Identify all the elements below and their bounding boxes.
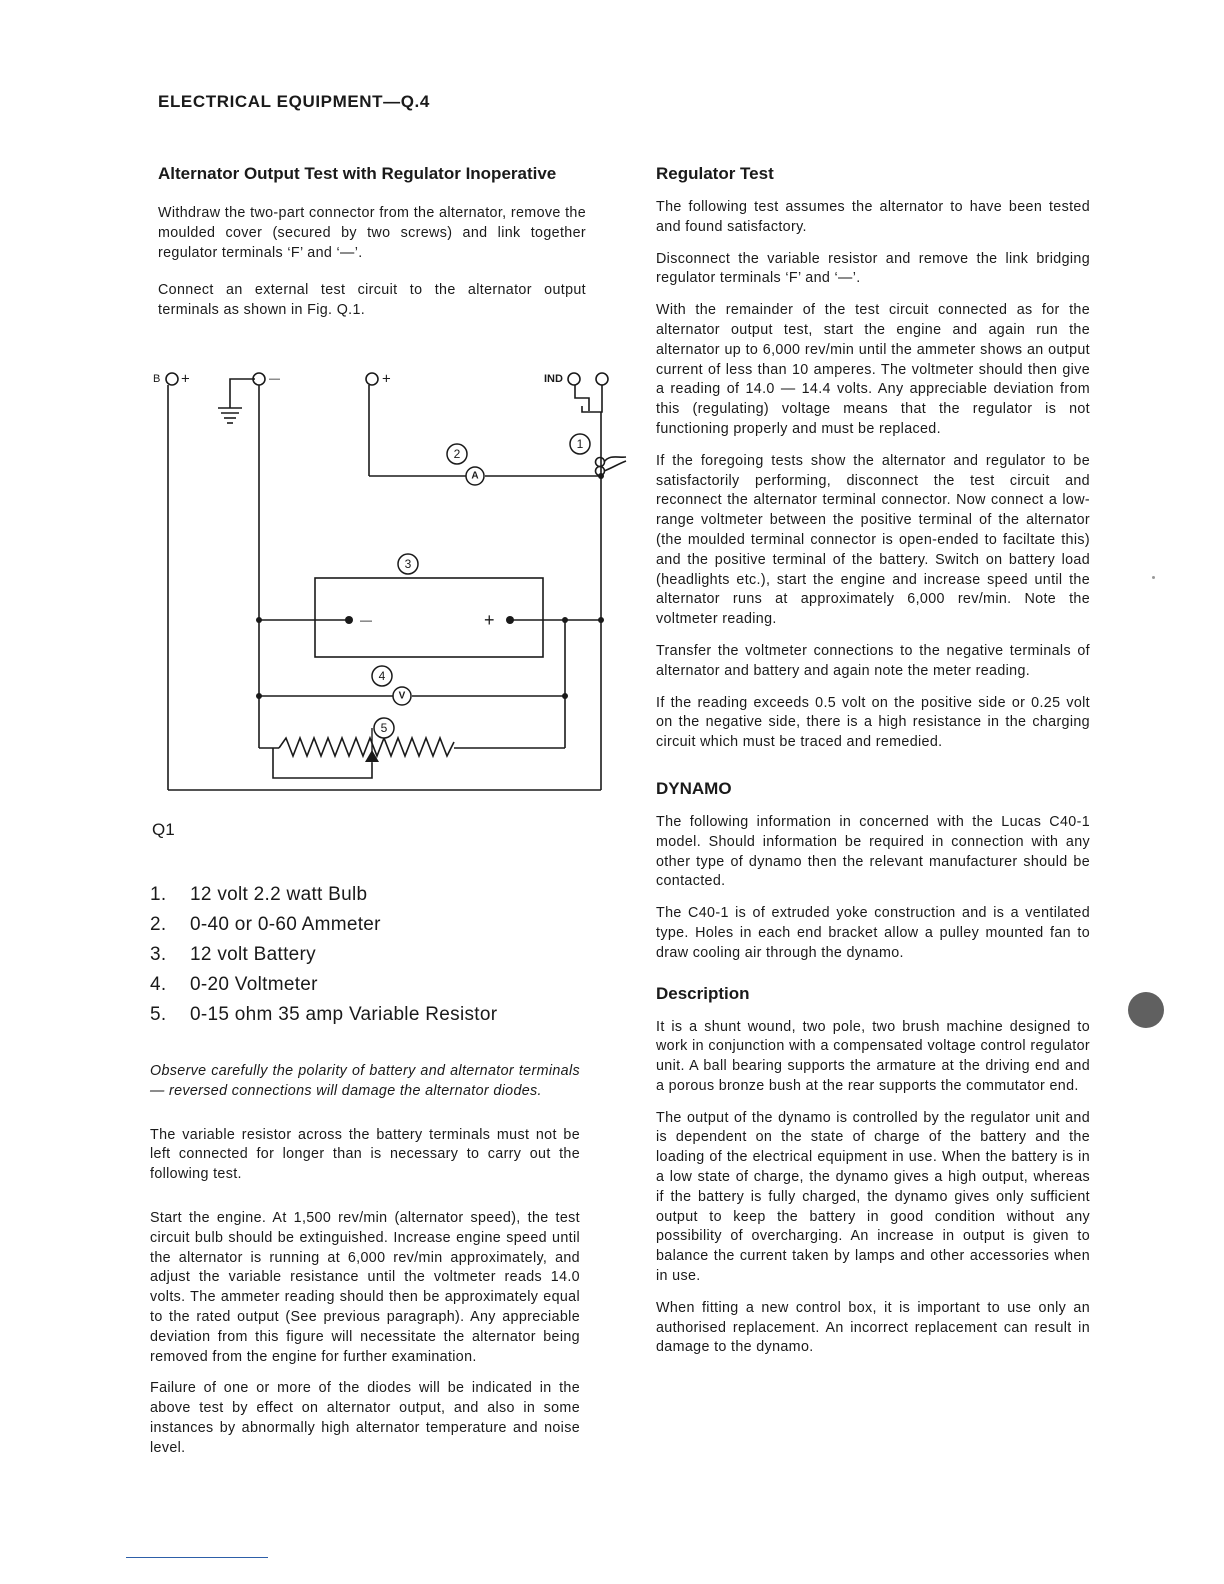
terminal-b-plus <box>166 373 178 385</box>
paragraph: The output of the dynamo is controlled by the regulator unit and is dependent on the state of charge of the battery and the loading of the electrical equipment in use. When the battery is in a low state of charge, the dynamo gives a high output, whereas if the battery is fully charged, the dynamo gives only sufficient output to keep the battery in good condition without any possibility of overcharging. An increase in output is given to balance the current taken by lamps and other accessories when in use. <box>656 1109 1090 1285</box>
battery-minus-label: — <box>360 613 372 627</box>
b-plus-sign: + <box>181 370 190 388</box>
paragraph: The variable resistor across the battery terminals must not be left connected for longer than is necessary to carry out the following test. <box>150 1126 580 1183</box>
bulb-icon <box>596 458 605 467</box>
figure-legend <box>150 880 590 1030</box>
paragraph: The following information in concerned with the Lucas C40-1 model. Should information be required in connection with any other type of dynamo then the relevant manufacturer should be contacted. <box>656 813 1090 890</box>
paragraph: When fitting a new control box, it is important to use only an authorised replacement. An incorrect replacement can result in damage to the dynamo. <box>656 1299 1090 1356</box>
paragraph: With the remainder of the test circuit connected as for the alternator output test, start the engine and again run the alternator up to 6,000 rev/min until the ammeter shows an output current of less than 10 amperes. The voltmeter should then give a reading of 14.0 — 14.4 volts. Any appreciable deviation from this (regulating) voltage means that the regulator is not functioning properly and must be replaced. <box>656 302 1090 437</box>
list-item: 3. 12 volt Battery <box>150 944 316 965</box>
ind-label: IND <box>544 373 563 385</box>
section-heading-alternator-output: Alternator Output Test with Regulator Inoperative <box>158 164 557 183</box>
marker-3-label: 3 <box>404 557 412 571</box>
scan-blot <box>1128 992 1164 1028</box>
paragraph: Transfer the voltmeter connections to the negative terminals of alternator and battery and again note the meter reading. <box>656 642 1090 679</box>
ammeter-label: A <box>471 470 479 482</box>
list-item: 1. 12 volt 2.2 watt Bulb <box>150 884 368 905</box>
paragraph: Connect an external test circuit to the alternator output terminals as shown in Fig. Q.1. <box>158 282 586 319</box>
paragraph: Withdraw the two-part connector from the alternator, remove the moulded cover (secured by two screws) and link together regulator terminals ‘F’ and ‘—’. <box>158 205 586 261</box>
paragraph: Disconnect the variable resistor and remove the link bridging regulator terminals ‘F’ and ‘—’. <box>656 250 1090 287</box>
right-column <box>656 162 1090 1358</box>
section-heading-regulator-test: Regulator Test <box>656 164 774 183</box>
minus-sign: — <box>269 373 280 385</box>
circuit-diagram <box>148 358 638 798</box>
section-heading-dynamo: DYNAMO <box>656 778 732 798</box>
bottom-rule <box>126 1557 268 1558</box>
left-column <box>158 162 586 321</box>
battery-plus-label: + <box>484 610 495 630</box>
voltmeter-label: V <box>398 690 406 702</box>
marker-5-label: 5 <box>380 721 388 735</box>
marker-1-label: 1 <box>576 437 584 451</box>
list-item: 4. 0-20 Voltmeter <box>150 974 318 995</box>
b-plus-label: B <box>153 373 161 385</box>
paragraph: The following test assumes the alternator to have been tested and found satisfactory. <box>656 199 1090 235</box>
page-title: ELECTRICAL EQUIPMENT—Q.4 <box>158 92 430 111</box>
paragraph: If the reading exceeds 0.5 volt on the positive side or 0.25 volt on the negative side, there is a high resistance in the charging circuit which must be traced and remedied. <box>656 694 1090 751</box>
paragraph: Start the engine. At 1,500 rev/min (alternator speed), the test circuit bulb should be extinguished. Increase engine speed until the alternator is running at 6,000 rev/min approximately, and adjust the variable resistance until the voltmeter reads 14.0 volts. The ammeter reading should then be approximately equal to the rated output (See previous paragraph). Any appreciable deviation from this figure will necessitate the alternator being removed from the engine for further examination. <box>150 1209 580 1365</box>
variable-resistor <box>279 738 454 756</box>
paragraph: It is a shunt wound, two pole, two brush machine designed to work in conjunction with a compensated voltage control regulator unit. A ball bearing supports the armature at the driving end and a porous bronze bush at the rear supports the commutator end. <box>656 1018 1090 1094</box>
figure-label: Q1 <box>152 820 175 839</box>
paragraph: Failure of one or more of the diodes will be indicated in the above test by effect on alternator output, and also in some instances by abnormally high alternator temperature and noise level. <box>150 1380 580 1456</box>
list-item: 2. 0-40 or 0-60 Ammeter <box>150 914 381 935</box>
terminal-ind <box>568 373 580 385</box>
scan-speck <box>1152 576 1155 579</box>
terminal-plus <box>366 373 378 385</box>
marker-2-label: 2 <box>453 447 461 461</box>
lower-left-column <box>150 1062 580 1459</box>
paragraph: If the foregoing tests show the alternator and regulator to be satisfactorily performing, disconnect the test circuit and reconnect the alternator terminal connector. Now connect a low-range voltmeter between the positive terminal of the alternator (the moulded terminal connector is open-ended to faciltate this) and the positive terminal of the battery. Switch on battery load (headlights etc.), start the engine and increase speed until the alternator runs at approximately 6,000 rev/min. Note the voltmeter reading. <box>656 452 1090 628</box>
polarity-warning: Observe carefully the polarity of battery and alternator terminals — reversed connections will damage the alternator diodes. <box>150 1063 580 1099</box>
marker-4-label: 4 <box>378 669 386 683</box>
list-item: 5. 0-15 ohm 35 amp Variable Resistor <box>150 1004 498 1025</box>
paragraph: The C40-1 is of extruded yoke construction and is a ventilated type. Holes in each end bracket allow a pulley mounted fan to draw cooling air through the dynamo. <box>656 905 1090 961</box>
plus-sign: + <box>382 370 391 388</box>
section-heading-description: Description <box>656 983 750 1003</box>
